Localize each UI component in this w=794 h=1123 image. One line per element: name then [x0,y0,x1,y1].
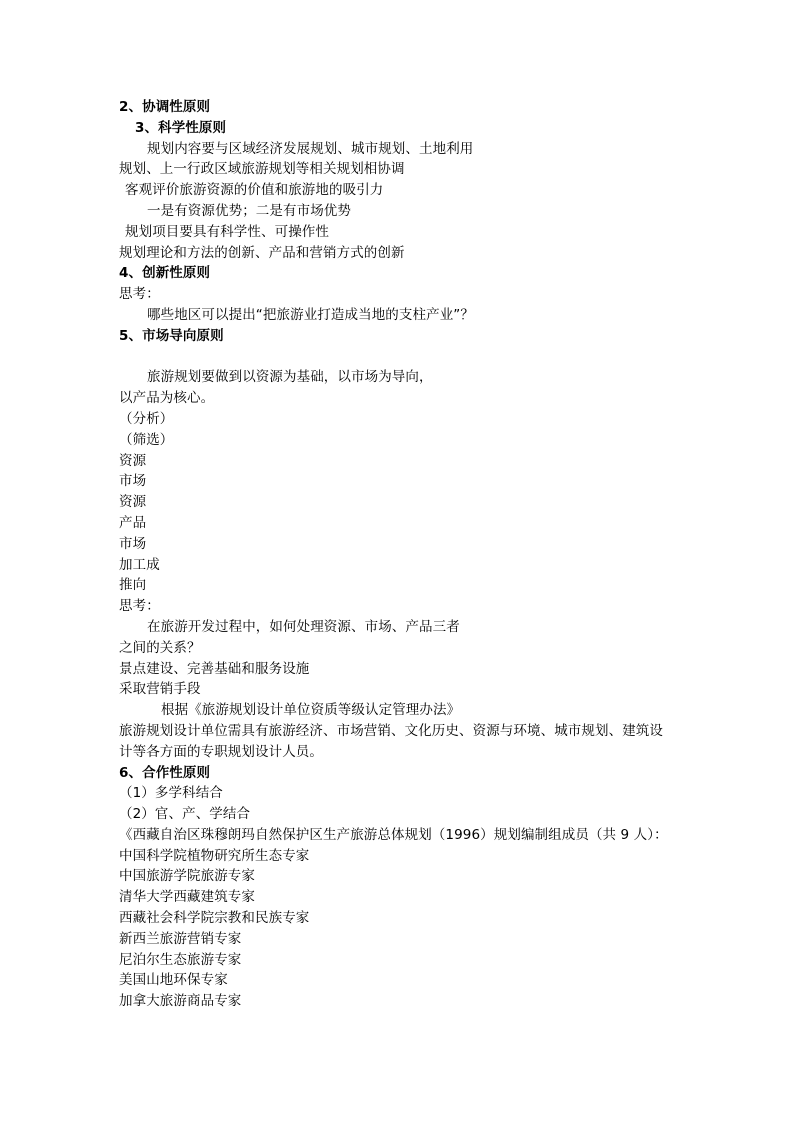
text-line: 《西藏自治区珠穆朗玛自然保护区生产旅游总体规划（1996）规划编制组成员（共 9 人）： [119,826,668,843]
blank-line [119,347,689,368]
text-line: 思考： [119,286,160,303]
text-line: 美国山地环保专家 [119,972,228,989]
text-line: 新西兰旅游营销专家 [119,930,242,947]
text-line: 清华大学西藏建筑专家 [119,889,255,906]
text-line: 哪些地区可以提出“把旅游业打造成当地的支柱产业”？ [147,306,474,323]
text-line: （2）官、产、学结合 [119,806,251,823]
text-line: 一是有资源优势；二是有市场优势 [147,202,351,219]
text-line: 中国旅游学院旅游专家 [119,868,255,885]
section-heading: 6、合作性原则 [119,764,211,781]
text-line: 计等各方面的专职规划设计人员。 [119,743,323,760]
text-line: 市场 [119,535,147,552]
text-line: 产品 [119,514,147,531]
section-heading: 5、市场导向原则 [119,327,224,344]
text-line: 在旅游开发过程中，如何处理资源、市场、产品三者 [147,618,460,635]
text-line: 中国科学院植物研究所生态专家 [119,847,310,864]
text-line: 加工成 [119,556,160,573]
text-line: 资源 [119,494,147,511]
text-line: 市场 [119,473,147,490]
text-line: 以产品为核心。 [119,390,215,407]
text-line: 推向 [119,577,147,594]
text-line: 规划内容要与区域经济发展规划、城市规划、土地利用 [147,140,474,157]
text-line: 规划理论和方法的创新、产品和营销方式的创新 [119,244,405,261]
text-line: 景点建设、完善基础和服务设施 [119,660,310,677]
text-line: 加拿大旅游商品专家 [119,993,242,1010]
section-heading: 4、创新性原则 [119,265,211,282]
section-heading: 3、科学性原则 [135,119,227,136]
text-line: （分析） [119,410,174,427]
text-line: 旅游规划要做到以资源为基础，以市场为导向， [147,369,433,386]
text-line: 资源 [119,452,147,469]
text-line: 根据《旅游规划设计单位资质等级认定管理办法》 [161,702,461,719]
text-line: 采取营销手段 [119,681,201,698]
text-line: 思考： [119,598,160,615]
text-line: 尼泊尔生态旅游专家 [119,951,242,968]
text-line: （1）多学科结合 [119,785,223,802]
text-line: （筛选） [119,431,174,448]
text-line: 旅游规划设计单位需具有旅游经济、市场营销、文化历史、资源与环境、城市规划、建筑设 [119,722,663,739]
section-heading: 2、协调性原则 [119,99,211,115]
document-body [119,97,689,1012]
text-line: 之间的关系？ [119,639,201,656]
text-line: 规划、上一行政区域旅游规划等相关规划相协调 [119,161,405,178]
text-line: 规划项目要具有科学性、可操作性 [125,223,329,240]
text-line: 客观评价旅游资源的价值和旅游地的吸引力 [125,182,384,199]
text-line: 西藏社会科学院宗教和民族专家 [119,910,310,927]
